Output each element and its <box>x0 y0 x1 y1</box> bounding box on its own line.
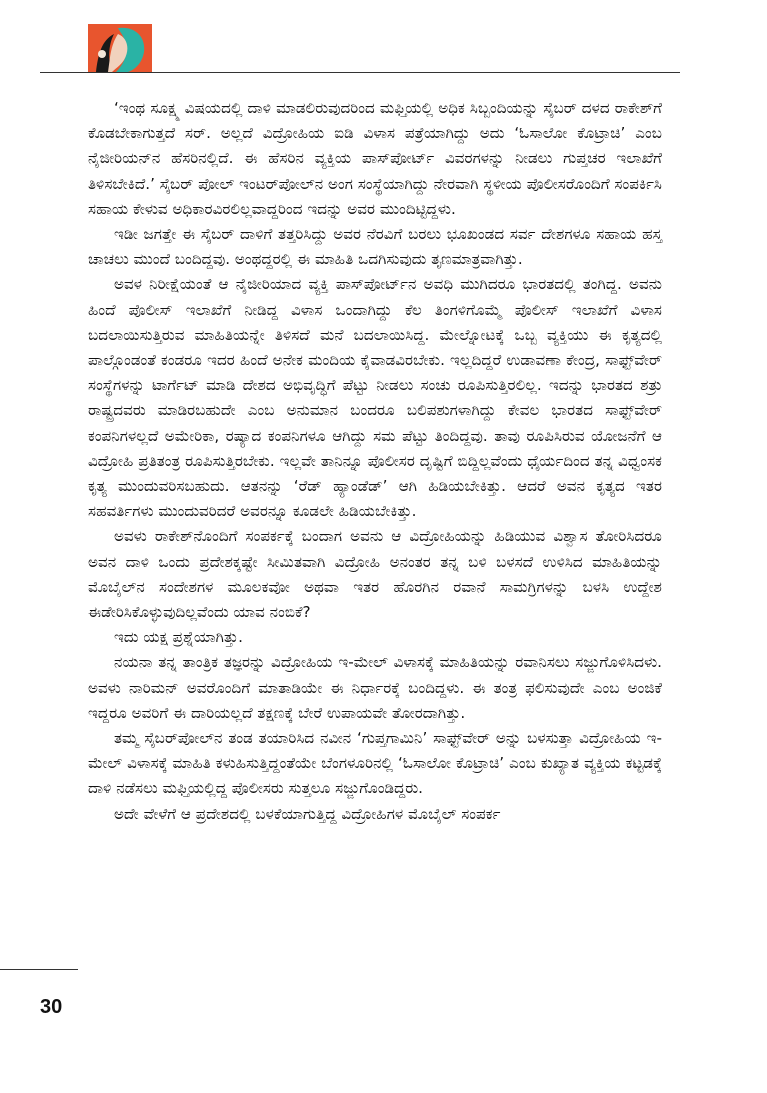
body-text <box>88 96 662 827</box>
paragraph: ಅವಳು ರಾಕೇಶ್‌ನೊಂದಿಗೆ ಸಂಪರ್ಕಕ್ಕೆ ಬಂದಾಗ ಅವನು ಆ ವಿದ್ರೋಹಿಯನ್ನು ಹಿಡಿಯುವ ವಿಶ್ವಾಸ ತೋರಿಸಿದರೂ ಅವನ ದಾಳಿ ಒಂದು ಪ್ರದೇಶಕ್ಕಷ್ಟೇ ಸೀಮಿತವಾಗಿ ವಿದ್ರೋಹಿ ಅನಂತರ ತನ್ನ ಬಳಿ ಬಳಸದೆ ಉಳಿಸಿದ ಮಾಹಿತಿಯನ್ನು ಮೊಬೈಲ್‌ನ ಸಂದೇಶಗಳ ಮೂಲಕವೋ ಅಥವಾ ಇತರ ಹೊರಗಿನ ರವಾನೆ ಸಾಮಗ್ರಿಗಳನ್ನು ಬಳಸಿ ಉದ್ದೇಶ ಈಡೇರಿಸಿಕೊಳ್ಳುವುದಿಲ್ಲವೆಂದು ಯಾವ ನಂಬಿಕೆ? <box>88 527 662 622</box>
header-rule <box>40 72 680 73</box>
face-illustration-icon <box>88 24 152 72</box>
paragraph: ನಯನಾ ತನ್ನ ತಾಂತ್ರಿಕ ತಜ್ಞರನ್ನು ವಿದ್ರೋಹಿಯ ಇ-ಮೇಲ್ ವಿಳಾಸಕ್ಕೆ ಮಾಹಿತಿಯನ್ನು ರವಾನಿಸಲು ಸಜ್ಜುಗೊಳಿಸಿದಳು. ಅವಳು ನಾರಿಮನ್ ಅವರೊಂದಿಗೆ ಮಾತಾಡಿಯೇ ಈ ನಿರ್ಧಾರಕ್ಕೆ ಬಂದಿದ್ದಳು. ಈ ತಂತ್ರ ಫಲಿಸುವುದೇ ಎಂಬ ಅಂಜಿಕೆ ಇದ್ದರೂ ಅವರಿಗೆ ಈ ದಾರಿಯಲ್ಲದೆ ತಕ್ಷಣಕ್ಕೆ ಬೇರೆ ಉಪಾಯವೇ ತೋರದಾಗಿತ್ತು. <box>88 653 662 722</box>
paragraph: ಇಡೀ ಜಗತ್ತೇ ಈ ಸೈಬರ್ ದಾಳಿಗೆ ತತ್ತರಿಸಿದ್ದು ಅವರ ನೆರವಿಗೆ ಬರಲು ಭೂಖಂಡದ ಸರ್ವ ದೇಶಗಳೂ ಸಹಾಯ ಹಸ್ತ ಚಾಚಲು ಮುಂದೆ ಬಂದಿದ್ದವು. ಅಂಥದ್ದರಲ್ಲಿ ಈ ಮಾಹಿತಿ ಒದಗಿಸುವುದು ತೃಣಮಾತ್ರವಾಗಿತ್ತು. <box>88 225 662 269</box>
paragraph: ಅವಳ ನಿರೀಕ್ಷೆಯಂತೆ ಆ ನೈಜೀರಿಯಾದ ವ್ಯಕ್ತಿ ಪಾಸ್‌ಪೋರ್ಟ್‌ನ ಅವಧಿ ಮುಗಿದರೂ ಭಾರತದಲ್ಲಿ ತಂಗಿದ್ದ. ಅವನು ಹಿಂದೆ ಪೊಲೀಸ್ ಇಲಾಖೆಗೆ ನೀಡಿದ್ದ ವಿಳಾಸ ಒಂದಾಗಿದ್ದು ಕೆಲ ತಿಂಗಳಿಗೊಮ್ಮೆ ಪೊಲೀಸ್ ಇಲಾಖೆಗೆ ವಿಳಾಸ ಬದಲಾಯಿಸುತ್ತಿರುವ ಮಾಹಿತಿಯನ್ನೇ ತಿಳಿಸದೆ ಮನೆ ಬದಲಾಯಿಸಿದ್ದ. ಮೇಲ್ನೋಟಕ್ಕೆ ಒಬ್ಬ ವ್ಯಕ್ತಿಯು ಈ ಕೃತ್ಯದಲ್ಲಿ ಪಾಲ್ಗೊಂಡಂತೆ ಕಂಡರೂ ಇದರ ಹಿಂದೆ ಅನೇಕ ಮಂದಿಯ ಕೈವಾಡವಿರಬೇಕು. ಇಲ್ಲದಿದ್ದರೆ ಉಡಾವಣಾ ಕೇಂದ್ರ, ಸಾಫ್ಟ್‌ವೇರ್ ಸಂಸ್ಥೆಗಳನ್ನು ಟಾರ್ಗೆಟ್ ಮಾಡಿ ದೇಶದ ಅಭಿವೃದ್ಧಿಗೆ ಪೆಟ್ಟು ನೀಡಲು ಸಂಚು ರೂಪಿಸುತ್ತಿರಲಿಲ್ಲ. ಇದನ್ನು ಭಾರತದ ಶತ್ರು ರಾಷ್ಟ್ರದವರು ಮಾಡಿರಬಹುದೇ ಎಂಬ ಅನುಮಾನ ಬಂದರೂ ಬಲಿಪಶುಗಳಾಗಿದ್ದು ಕೇವಲ ಭಾರತದ ಸಾಫ್ಟ್‌ವೇರ್ ಕಂಪನಿಗಳಲ್ಲದೆ ಅಮೇರಿಕಾ, ರಷ್ಯಾದ ಕಂಪನಿಗಳೂ ಆಗಿದ್ದು ಸಮ ಪೆಟ್ಟು ತಿಂದಿದ್ದವು. ತಾವು ರೂಪಿಸಿರುವ ಯೋಜನೆಗೆ ಆ ವಿದ್ರೋಹಿ ಪ್ರತಿತಂತ್ರ ರೂಪಿಸುತ್ತಿರಬೇಕು. ಇಲ್ಲವೇ ತಾನಿನ್ನೂ ಪೊಲೀಸರ ದೃಷ್ಟಿಗೆ ಬಿದ್ದಿಲ್ಲವೆಂದು ಧೈರ್ಯದಿಂದ ತನ್ನ ವಿಧ್ವಂಸಕ ಕೃತ್ಯ ಮುಂದುವರಿಸಬಹುದು. ಆತನನ್ನು ‘ರೆಡ್ ಹ್ಯಾಂಡೆಡ್’ ಆಗಿ ಹಿಡಿಯಬೇಕಿತ್ತು. ಆದರೆ ಅವನ ಕೃತ್ಯದ ಇತರ ಸಹವರ್ತಿಗಳು ಮುಂದುವರಿದರೆ ಅವರನ್ನೂ ಕೂಡಲೇ ಹಿಡಿಯಬೇಕಿತ್ತು. <box>88 275 662 521</box>
page-number: 30 <box>40 996 63 1018</box>
paragraph: ‘ಇಂಥ ಸೂಕ್ಷ್ಮ ವಿಷಯದಲ್ಲಿ ದಾಳಿ ಮಾಡಲಿರುವುದರಿಂದ ಮಫ್ತಿಯಲ್ಲಿ ಅಧಿಕ ಸಿಬ್ಬಂದಿಯನ್ನು ಸೈಬರ್ ದಳದ ರಾಕೇಶ್‌ಗೆ ಕೊಡಬೇಕಾಗುತ್ತದೆ ಸರ್. ಅಲ್ಲದೆ ವಿದ್ರೋಹಿಯ ಐಡಿ ವಿಳಾಸ ಪತ್ರೆಯಾಗಿದ್ದು ಅದು ‘ಓಸಾಲೋ ಕೊಟ್ರಾಚಿ’ ಎಂಬ ನೈಜೀರಿಯನ್‌ನ ಹೆಸರಿನಲ್ಲಿದೆ. ಈ ಹೆಸರಿನ ವ್ಯಕ್ತಿಯ ಪಾಸ್‌ಪೋರ್ಟ್ ವಿವರಗಳನ್ನು ನೀಡಲು ಗುಪ್ತಚರ ಇಲಾಖೆಗೆ ತಿಳಿಸಬೇಕಿದೆ.’ ಸೈಬರ್ ಪೋಲ್ ಇಂಟರ್‌ಪೋಲ್‌ನ ಅಂಗ ಸಂಸ್ಥೆಯಾಗಿದ್ದು ನೇರವಾಗಿ ಸ್ಥಳೀಯ ಪೊಲೀಸರೊಂದಿಗೆ ಸಂಪರ್ಕಿಸಿ ಸಹಾಯ ಕೇಳುವ ಅಧಿಕಾರವಿರಲಿಲ್ಲವಾದ್ದರಿಂದ ಇದನ್ನು ಅವರ ಮುಂದಿಟ್ಟಿದ್ದಳು. <box>88 99 662 218</box>
header-logo <box>88 24 152 72</box>
paragraph: ತಮ್ಮ ಸೈಬರ್‌ಪೋಲ್‌ನ ತಂಡ ತಯಾರಿಸಿದ ನವೀನ ‘ಗುಪ್ತಗಾಮಿನಿ’ ಸಾಫ್ಟ್‌ವೇರ್ ಅನ್ನು ಬಳಸುತ್ತಾ ವಿದ್ರೋಹಿಯ ಇ-ಮೇಲ್ ವಿಳಾಸಕ್ಕೆ ಮಾಹಿತಿ ಕಳುಹಿಸುತ್ತಿದ್ದಂತೆಯೇ ಬೆಂಗಳೂರಿನಲ್ಲಿ ‘ಓಸಾಲೋ ಕೊಟ್ರಾಚಿ’ ಎಂಬ ಕುಖ್ಯಾತ ವ್ಯಕ್ತಿಯ ಕಟ್ಟಡಕ್ಕೆ ದಾಳಿ ನಡೆಸಲು ಮಫ್ತಿಯಲ್ಲಿದ್ದ ಪೊಲೀಸರು ಸುತ್ತಲೂ ಸಜ್ಜುಗೊಂಡಿದ್ದರು. <box>88 729 662 798</box>
paragraph: ಅದೇ ವೇಳೆಗೆ ಆ ಪ್ರದೇಶದಲ್ಲಿ ಬಳಕೆಯಾಗುತ್ತಿದ್ದ ವಿದ್ರೋಹಿಗಳ ಮೊಬೈಲ್ ಸಂಪರ್ಕ <box>114 804 501 823</box>
paragraph: ಇದು ಯಕ್ಷ ಪ್ರಶ್ನೆಯಾಗಿತ್ತು. <box>114 628 243 647</box>
footer-rule <box>0 969 78 970</box>
